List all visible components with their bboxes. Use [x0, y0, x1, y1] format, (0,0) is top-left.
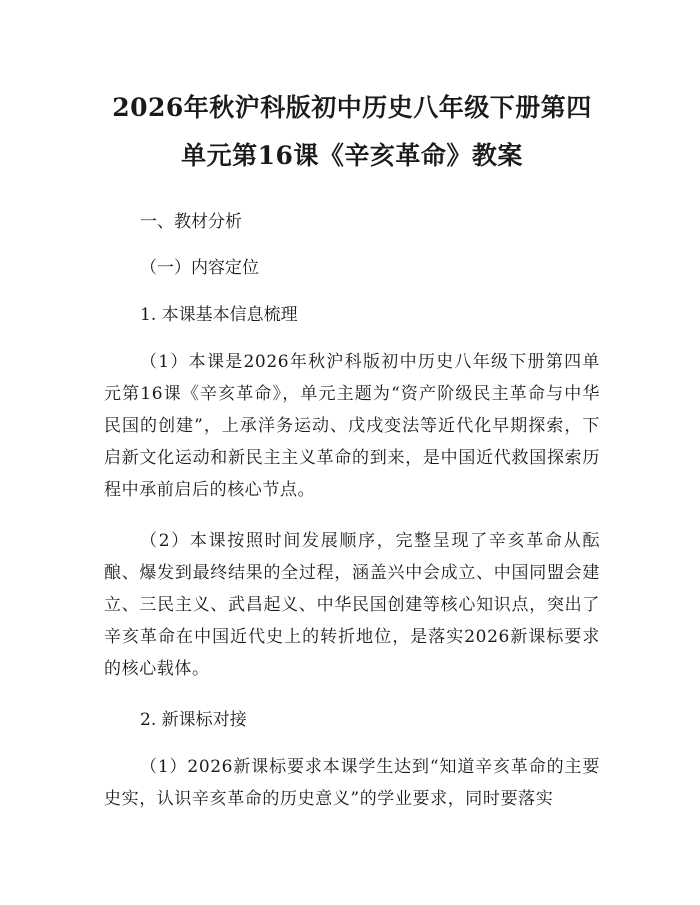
section-heading-textbook-analysis: 一、教材分析 [140, 212, 242, 232]
item-heading-curriculum-standard: 2. 新课标对接 [140, 710, 247, 730]
document-title: 2026年秋沪科版初中历史八年级下册第四单元第16课《辛亥革命》教案 [112, 93, 592, 170]
paragraph-curriculum-standard-1: （1）2026新课标要求本课学生达到“知道辛亥革命的主要史实，认识辛亥革命的历史意义”的学业要求，同时要落实 [104, 757, 600, 809]
paragraph-basic-info-1: （1）本课是2026年秋沪科版初中历史八年级下册第四单元第16课《辛亥革命》，单元主题为“资产阶级民主革命与中华民国的创建”，上承洋务运动、戊戌变法等近代化早期探索，下启新文化运动和新民主主义革命的到来，是中国近代救国探索历程中承前启后的核心节点。 [104, 352, 600, 500]
item-heading-basic-info: 1. 本课基本信息梳理 [140, 305, 298, 325]
subsection-heading-content-positioning: （一）内容定位 [140, 258, 259, 278]
paragraph-basic-info-2: （2）本课按照时间发展顺序，完整呈现了辛亥革命从酝酿、爆发到最终结果的全过程，涵盖兴中会成立、中国同盟会建立、三民主义、武昌起义、中华民国创建等核心知识点，突出了辛亥革命在中国近代史上的转折地位，是落实2026新课标要求的核心载体。 [104, 531, 600, 679]
